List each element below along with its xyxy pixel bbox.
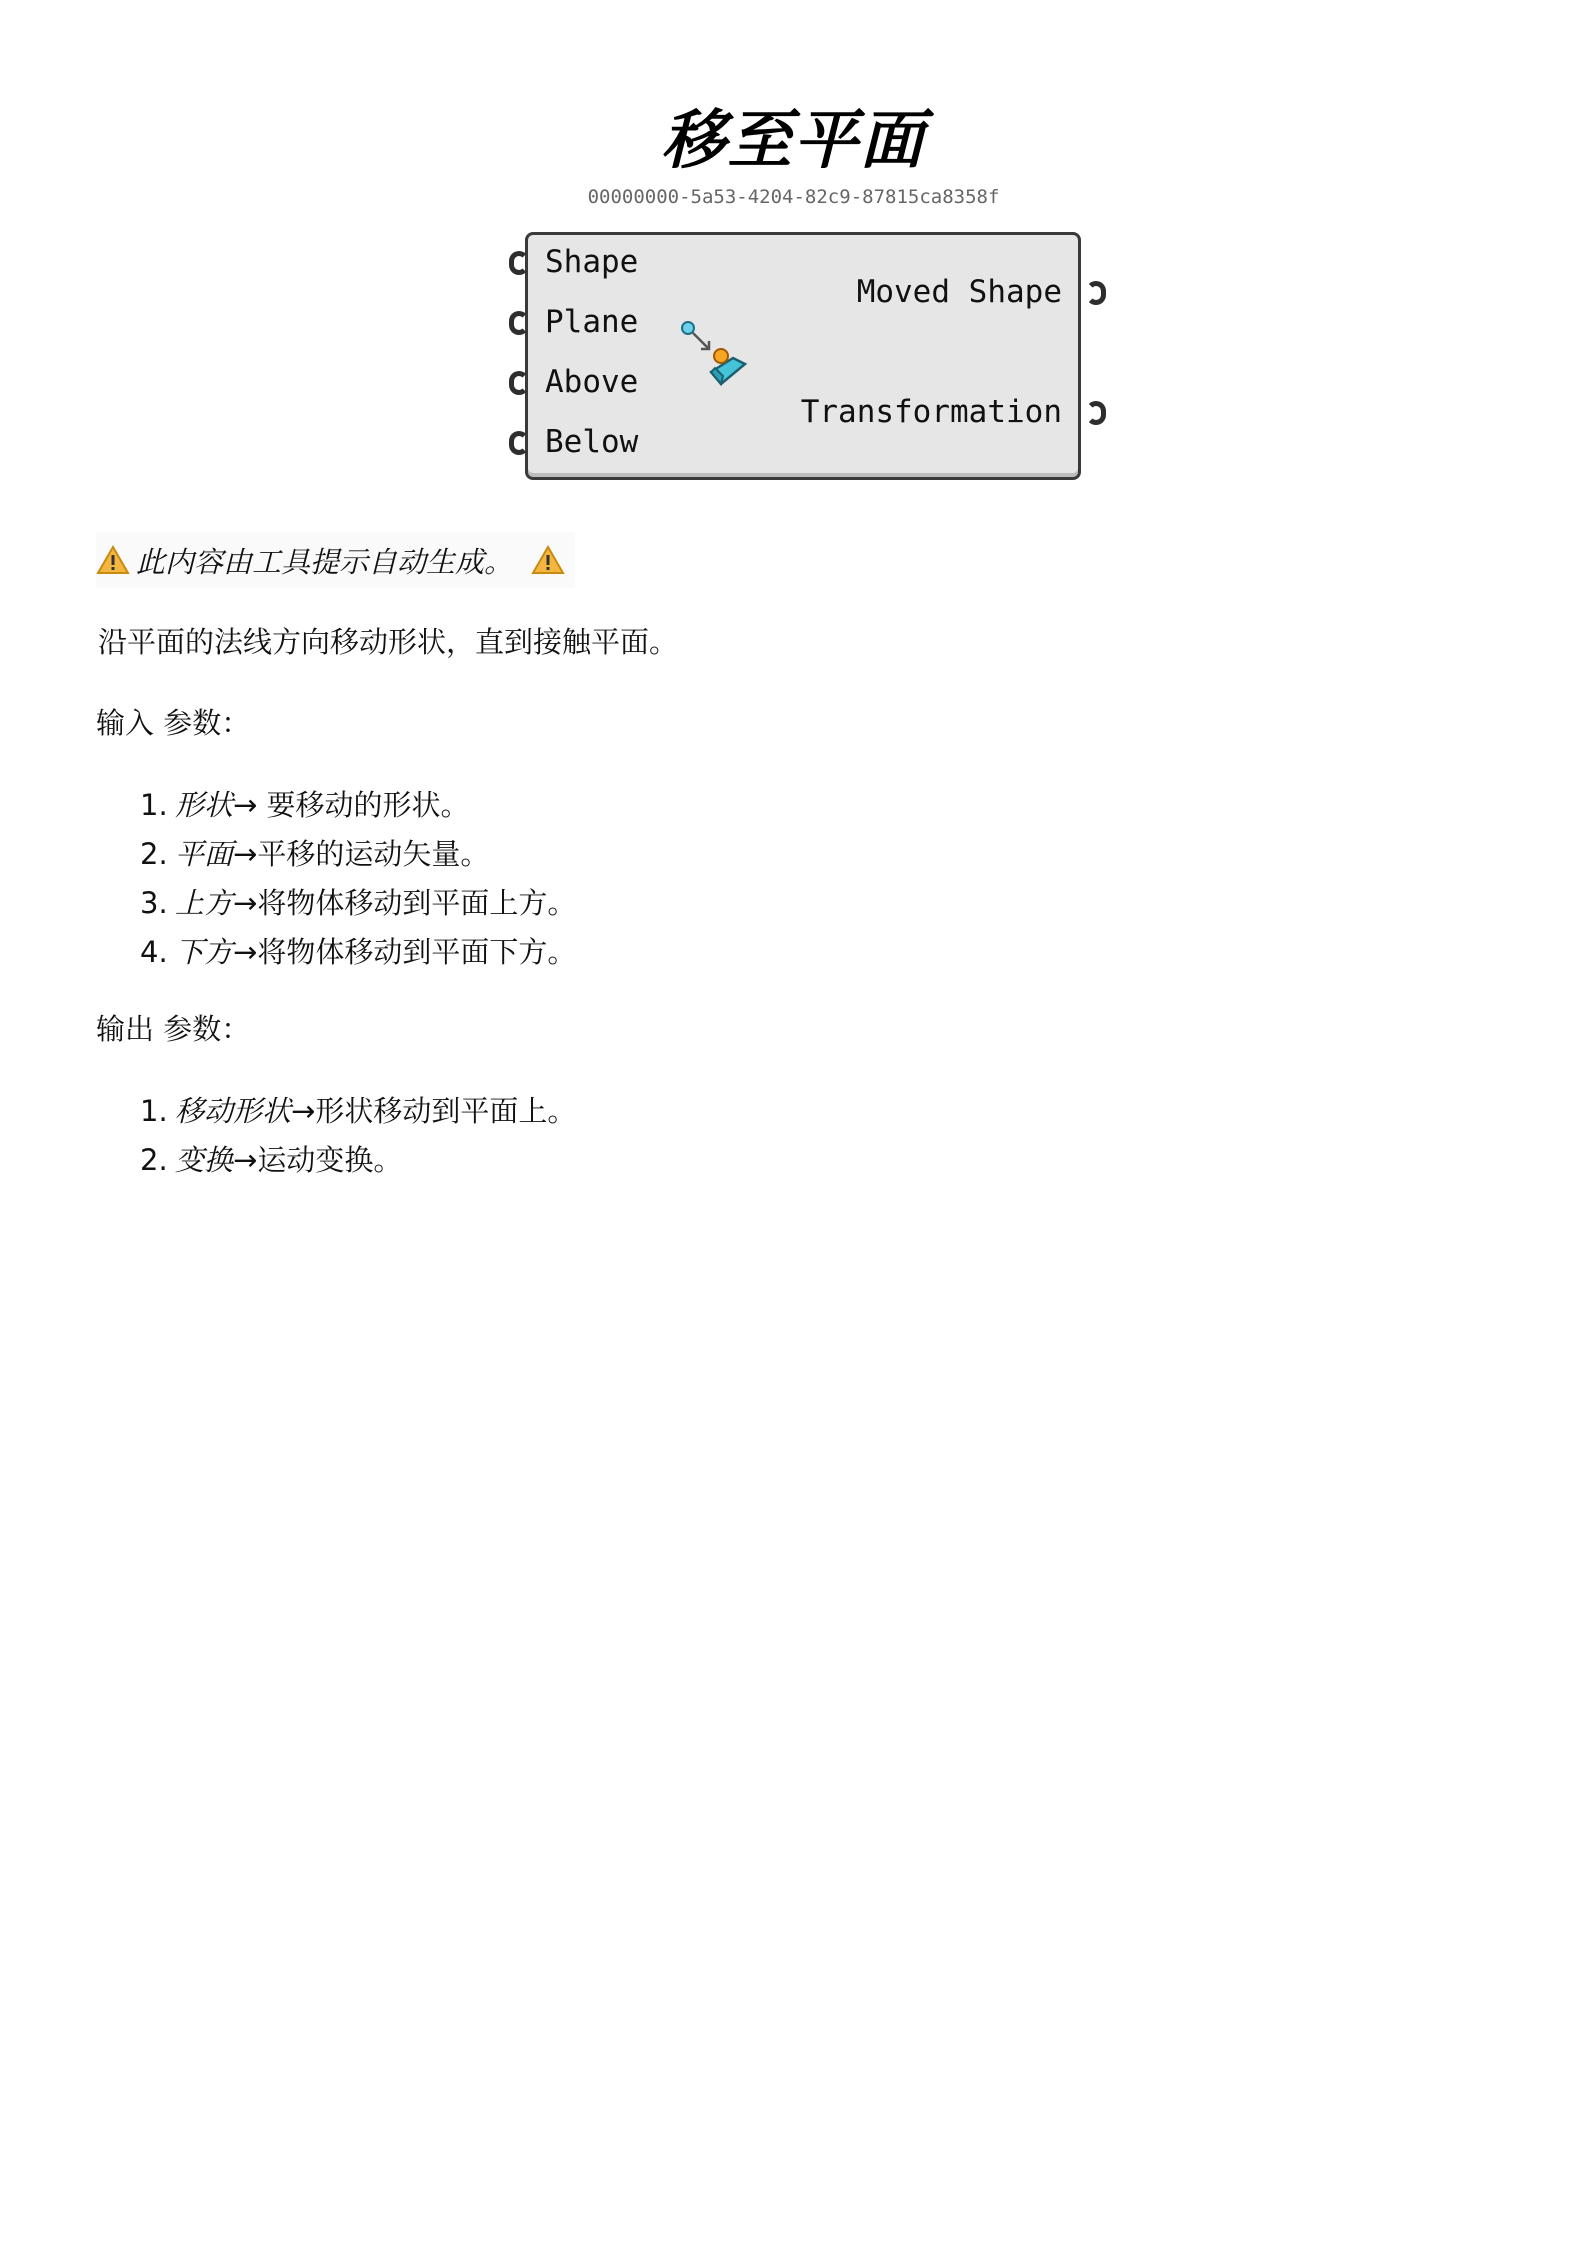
output-label-transformation: Transformation (800, 394, 1062, 430)
input-grip-plane[interactable] (509, 311, 529, 335)
list-item: 2. 平面→平移的运动矢量。 (140, 837, 490, 871)
input-label-shape: Shape (545, 244, 639, 280)
warning-icon (96, 545, 130, 575)
warning-icon (531, 545, 565, 575)
output-grip-transformation[interactable] (1086, 401, 1106, 425)
output-label-moved-shape: Moved Shape (856, 274, 1062, 310)
inputs-heading: 输入 参数： (96, 706, 251, 740)
move-to-plane-icon (673, 318, 753, 392)
list-item: 1. 移动形状→形状移动到平面上。 (140, 1094, 577, 1128)
input-grip-below[interactable] (509, 431, 529, 455)
warning-text: 此内容由工具提示自动生成。 (136, 544, 514, 579)
input-label-above: Above (545, 364, 639, 400)
list-item: 3. 上方→将物体移动到平面上方。 (140, 886, 577, 920)
description: 沿平面的法线方向移动形状，直到接触平面。 (98, 625, 679, 659)
input-label-below: Below (545, 424, 639, 460)
outputs-list (140, 1091, 576, 1189)
auto-generated-warning (96, 532, 575, 588)
input-grip-above[interactable] (509, 371, 529, 395)
list-item: 4. 下方→将物体移动到平面下方。 (140, 935, 577, 969)
input-grip-shape[interactable] (509, 251, 529, 275)
inputs-list (140, 785, 576, 981)
input-label-plane: Plane (545, 304, 639, 340)
outputs-heading: 输出 参数： (96, 1012, 251, 1046)
component-guid: 00000000-5a53-4204-82c9-87815ca8358f (587, 186, 1000, 208)
output-grip-moved-shape[interactable] (1086, 281, 1106, 305)
page-title: 移至平面 (661, 104, 926, 178)
list-item: 1. 形状→ 要移动的形状。 (140, 788, 470, 822)
list-item: 2. 变换→运动变换。 (140, 1143, 403, 1177)
